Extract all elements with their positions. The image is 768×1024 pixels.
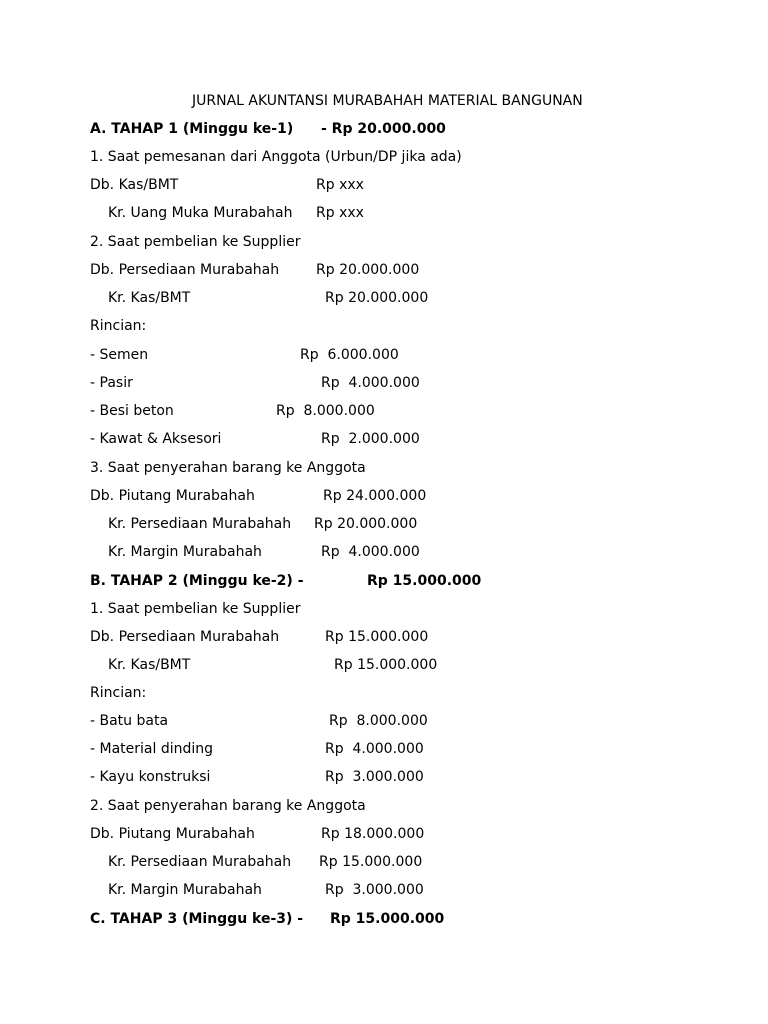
list-item-amount: Rp 8.000.000 (276, 403, 375, 419)
list-item-amount: Rp 2.000.000 (321, 431, 420, 447)
journal-credit-amount: Rp 4.000.000 (321, 544, 420, 560)
list-item-amount: Rp 8.000.000 (329, 713, 428, 729)
journal-debit-label: Db. Persediaan Murabahah (90, 262, 280, 278)
rincian-label: Rincian: (90, 685, 147, 701)
list-item-amount: Rp 4.000.000 (325, 741, 424, 757)
journal-debit-label: Db. Piutang Murabahah (90, 826, 255, 842)
section-b-step2-title: 2. Saat penyerahan barang ke Anggota (90, 798, 366, 814)
list-item-amount: Rp 3.000.000 (325, 769, 424, 785)
section-a-step2-title: 2. Saat pembelian ke Supplier (90, 234, 301, 250)
list-item-name: - Semen (90, 347, 149, 363)
journal-debit-label: Db. Piutang Murabahah (90, 488, 255, 504)
section-b-heading-amount: Rp 15.000.000 (367, 573, 482, 589)
journal-credit-amount: Rp xxx (316, 205, 364, 221)
list-item-name: - Pasir (90, 375, 133, 391)
section-c-heading: C. TAHAP 3 (Minggu ke-3) - (90, 911, 304, 927)
journal-credit-label: Kr. Margin Murabahah (108, 882, 262, 898)
section-b-heading: B. TAHAP 2 (Minggu ke-2) - (90, 573, 304, 589)
section-a-heading-amount: - Rp 20.000.000 (321, 121, 446, 137)
journal-debit-amount: Rp 24.000.000 (323, 488, 427, 504)
journal-credit-amount: Rp 20.000.000 (314, 516, 418, 532)
journal-credit-amount: Rp 3.000.000 (325, 882, 424, 898)
list-item-name: - Kayu konstruksi (90, 769, 211, 785)
journal-credit-label: Kr. Margin Murabahah (108, 544, 262, 560)
list-item-name: - Batu bata (90, 713, 169, 729)
journal-debit-amount: Rp 18.000.000 (321, 826, 425, 842)
journal-credit-amount: Rp 15.000.000 (319, 854, 423, 870)
list-item-amount: Rp 4.000.000 (321, 375, 420, 391)
section-c-heading-amount: Rp 15.000.000 (330, 911, 445, 927)
journal-debit-label: Db. Persediaan Murabahah (90, 629, 280, 645)
journal-credit-label: Kr. Persediaan Murabahah (108, 516, 292, 532)
journal-debit-amount: Rp 15.000.000 (325, 629, 429, 645)
section-a-heading: A. TAHAP 1 (Minggu ke-1) (90, 121, 294, 137)
list-item-name: - Material dinding (90, 741, 214, 757)
journal-credit-label: Kr. Uang Muka Murabahah (108, 205, 293, 221)
journal-credit-amount: Rp 20.000.000 (325, 290, 429, 306)
journal-credit-label: Kr. Kas/BMT (108, 290, 191, 306)
list-item-name: - Kawat & Aksesori (90, 431, 222, 447)
section-b-step1-title: 1. Saat pembelian ke Supplier (90, 601, 301, 617)
list-item-name: - Besi beton (90, 403, 174, 419)
list-item-amount: Rp 6.000.000 (300, 347, 399, 363)
section-a-step1-title: 1. Saat pemesanan dari Anggota (Urbun/DP jika ada) (90, 149, 462, 165)
journal-credit-label: Kr. Kas/BMT (108, 657, 191, 673)
journal-debit-label: Db. Kas/BMT (90, 177, 179, 193)
section-a-step3-title: 3. Saat penyerahan barang ke Anggota (90, 460, 366, 476)
document-title: JURNAL AKUNTANSI MURABAHAH MATERIAL BANGUNAN (192, 93, 583, 109)
journal-credit-amount: Rp 15.000.000 (334, 657, 438, 673)
journal-debit-amount: Rp 20.000.000 (316, 262, 420, 278)
rincian-label: Rincian: (90, 318, 147, 334)
journal-credit-label: Kr. Persediaan Murabahah (108, 854, 292, 870)
journal-debit-amount: Rp xxx (316, 177, 364, 193)
